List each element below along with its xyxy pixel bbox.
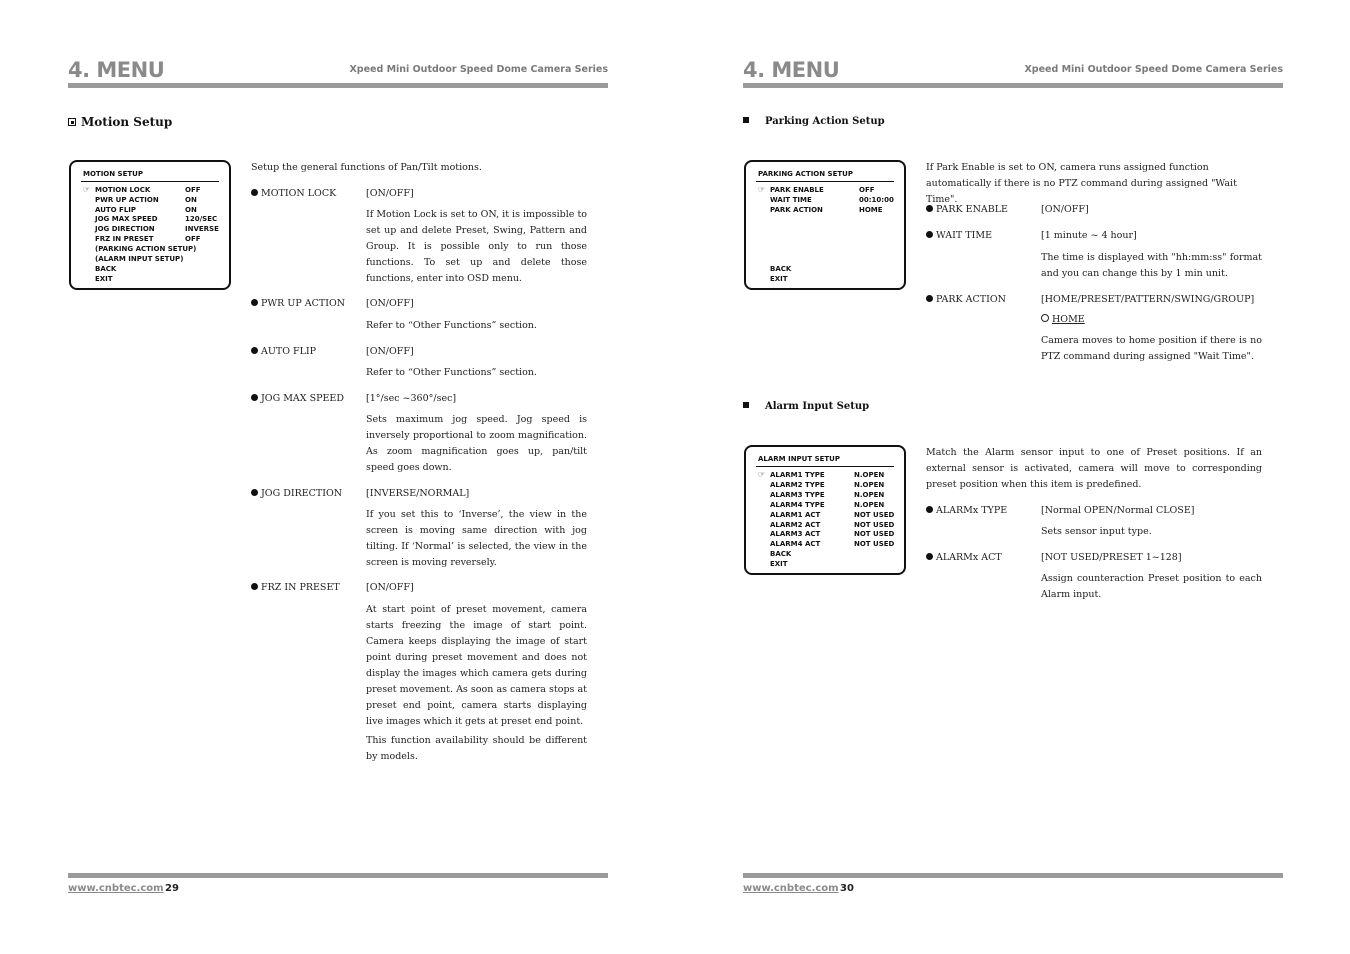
osd-motion-setup: MOTION SETUP ☞ MOTION LOCK OFF PWR UP ACTION ON AUTO FLIP ON JOG MAX SPEED 120/SEC JOG DIRECTION INVERSE FRZ IN PRESET OFF (PARKING ACTION SETUP) (ALARM INPUT SETUP) BACK EXIT (69, 160, 231, 290)
item-note: This function availability should be different by models. (366, 735, 587, 762)
item-description: Camera moves to home position if there is no PTZ command during assigned "Wait Time". (1041, 335, 1262, 362)
item-description: If you set this to ‘Inverse’, the view in the screen is moving same direction with jog tilting. If ‘Normal’ is selected, the view in the screen is moving reversely. (366, 509, 587, 568)
osd-title: ALARM INPUT SETUP (758, 455, 840, 463)
bullet-icon (251, 347, 258, 354)
footer-url[interactable]: www.cnbtec.com (68, 883, 164, 894)
square-bullet-icon (68, 118, 76, 126)
item-description: Assign counteraction Preset position to each Alarm input. (1041, 573, 1262, 600)
item-jog-max-speed: JOG MAX SPEED (251, 393, 344, 404)
section-title-parking: Parking Action Setup (743, 116, 885, 127)
item-options: [HOME/PRESET/PATTERN/SWING/GROUP] (1041, 294, 1255, 305)
osd-alarm-input-setup: ALARM INPUT SETUP ☞ ALARM1 TYPE N.OPEN ALARM2 TYPE N.OPEN ALARM3 TYPE N.OPEN ALARM4 TYPE N.OPEN ALARM1 ACT NOT USED ALARM2 ACT NOT USED ALARM3 ACT NOT USED ALARM4 ACT NOT USED BACK EXIT (744, 445, 906, 575)
bullet-icon (926, 553, 933, 560)
item-pwr-up-action: PWR UP ACTION (251, 298, 345, 309)
chapter-title: 4. MENU (68, 58, 165, 82)
page-30 (675, 0, 1350, 954)
item-options: [ON/OFF] (1041, 204, 1089, 215)
item-description: Sets sensor input type. (1041, 526, 1152, 537)
item-description: At start point of preset movement, camera starts freezing the image of start point. Camera keeps displaying the image of start point during preset movement and does not display the images which camera gets during preset movement. As soon as camera stops at preset end point, camera starts displaying live images which it gets at preset end point. (366, 604, 587, 727)
section-title-alarm: Alarm Input Setup (743, 401, 869, 412)
item-options: [Normal OPEN/Normal CLOSE] (1041, 505, 1195, 516)
item-alarm-act: ALARMx ACT (926, 552, 1002, 563)
item-description: The time is displayed with "hh:mm:ss" format and you can change this by 1 min unit. (1041, 252, 1262, 279)
item-options: [ON/OFF] (366, 298, 414, 309)
item-description: If Motion Lock is set to ON, it is impossible to set up and delete Preset, Swing, Pattern and Group. It is possible only to run those functions. To set up and delete those functions, enter into OSD menu. (366, 209, 587, 284)
intro-text: If Park Enable is set to ON, camera runs assigned function automatically if there is no PTZ command during assigned "Wait Time". (926, 162, 1237, 205)
series-title: Xpeed Mini Outdoor Speed Dome Camera Series (349, 64, 608, 75)
square-bullet-icon (743, 402, 749, 408)
bullet-icon (926, 205, 933, 212)
pointing-hand-icon: ☞ (758, 185, 766, 194)
section-title: Motion Setup (68, 115, 172, 129)
pointing-hand-icon: ☞ (758, 470, 766, 479)
bullet-icon (926, 295, 933, 302)
square-bullet-icon (743, 117, 749, 123)
item-description: Sets maximum jog speed. Jog speed is inversely proportional to zoom magnification. As zoom magnification goes up, pan/tilt speed goes down. (366, 414, 587, 473)
chapter-title: 4. MENU (743, 58, 840, 82)
item-description: Refer to “Other Functions” section. (366, 367, 537, 378)
bullet-icon (251, 583, 258, 590)
intro-text: Match the Alarm sensor input to one of Preset positions. If an external sensor is activated, camera will move to corresponding preset position when this item is predefined. (926, 447, 1262, 490)
bullet-icon (251, 189, 258, 196)
intro-text: Setup the general functions of Pan/Tilt motions. (251, 162, 482, 173)
item-options: [ON/OFF] (366, 188, 414, 199)
item-options: [INVERSE/NORMAL] (366, 488, 470, 499)
item-frz-in-preset: FRZ IN PRESET (251, 582, 340, 593)
item-options: [ON/OFF] (366, 582, 414, 593)
divider (756, 466, 894, 467)
item-options: [1°/sec ~360°/sec] (366, 393, 457, 404)
item-jog-direction: JOG DIRECTION (251, 488, 342, 499)
page-number: 29 (165, 883, 179, 894)
osd-title: MOTION SETUP (83, 170, 143, 178)
bullet-icon (926, 506, 933, 513)
bullet-icon (926, 231, 933, 238)
item-options: [NOT USED/PRESET 1~128] (1041, 552, 1182, 563)
footer-url[interactable]: www.cnbtec.com (743, 883, 839, 894)
divider (756, 181, 894, 182)
item-park-action: PARK ACTION (926, 294, 1006, 305)
item-auto-flip: AUTO FLIP (251, 346, 316, 357)
item-alarm-type: ALARMx TYPE (926, 505, 1007, 516)
bullet-icon (251, 489, 258, 496)
item-options: [ON/OFF] (366, 346, 414, 357)
pointing-hand-icon: ☞ (83, 185, 91, 194)
item-motion-lock: MOTION LOCK (251, 188, 336, 199)
series-title: Xpeed Mini Outdoor Speed Dome Camera Series (1024, 64, 1283, 75)
page-number: 30 (840, 883, 854, 894)
circle-bullet-icon (1041, 314, 1049, 322)
header-rule (743, 83, 1283, 88)
item-park-enable: PARK ENABLE (926, 204, 1008, 215)
footer-rule (68, 873, 608, 878)
item-description: Refer to “Other Functions” section. (366, 320, 537, 331)
bullet-icon (251, 299, 258, 306)
sub-option-home: HOME (1041, 314, 1085, 325)
footer-rule (743, 873, 1283, 878)
osd-title: PARKING ACTION SETUP (758, 170, 853, 178)
osd-parking-action-setup: PARKING ACTION SETUP ☞ PARK ENABLE OFF WAIT TIME 00:10:00 PARK ACTION HOME BACK EXIT (744, 160, 906, 290)
header-rule (68, 83, 608, 88)
divider (81, 181, 219, 182)
item-options: [1 minute ~ 4 hour] (1041, 230, 1137, 241)
item-wait-time: WAIT TIME (926, 230, 992, 241)
bullet-icon (251, 394, 258, 401)
